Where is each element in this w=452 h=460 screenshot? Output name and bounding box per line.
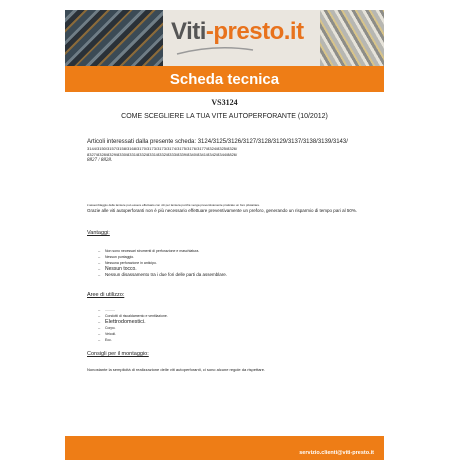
product-code: VS3124 (211, 98, 238, 107)
usage-list (98, 307, 168, 343)
advice-heading: Consigli per il montaggio: (87, 351, 149, 357)
list-item: – Condotti di riscaldamento e ventilazione. (98, 313, 168, 318)
list-item: – Nessun disassamento tra i due fori delle parti da assemblare. (98, 272, 228, 277)
small-note: L'assemblaggio delle lamiere può essere effettuato con viti per lamiera purché venga preventivamente praticato un foro pilotariare. (87, 203, 260, 207)
tools-photo (65, 10, 163, 66)
header-banner (65, 10, 384, 66)
list-item: – Veicoli. (98, 331, 117, 336)
footer-bar (65, 436, 384, 460)
usage-heading: Aree di utilizzo: (87, 292, 125, 298)
list-item: – Non sono necessari strumenti di perforazione e maschiatura. (98, 248, 200, 253)
contact-email[interactable]: servizio.clienti@viti-presto.it (299, 450, 374, 456)
articles-lead: Articoli interessati dalla presente scheda: 3124/3125/3126/3127/3128/3129/3137/3138/3139/3143/ (87, 139, 348, 145)
intro-paragraph: Grazie alle viti autoperforanti non è più necessario effettuare preventivamente un preforo, generando un risparmio di tempo pari al 50%. (87, 208, 358, 213)
list-item: – Nessuna perforazione in anticipo. (98, 260, 157, 265)
articles-line: 3144/3150/3157/3158/3168/3170/3173/3173/3174/3175/3176/3177/8324/8325/8326/ (87, 146, 238, 151)
advantages-heading: Vantaggi: (87, 230, 110, 236)
list-item: – Nessun tocco. (98, 266, 137, 272)
articles-list (87, 139, 367, 164)
document-subtitle: COME SCEGLIERE LA TUA VITE AUTOPERFORANTE (10/2012) (121, 113, 328, 120)
articles-line: 8327/8328/8329/8330/8331/8332/8331/8332/8333/8339/8340/8341/8342/8344/8826/ (87, 151, 238, 157)
list-item: – Elettrodomestici. (98, 319, 146, 325)
articles-line: 8827 / 8828. (87, 158, 113, 163)
page-title: Scheda tecnica (169, 70, 280, 88)
screws-photo (320, 10, 384, 66)
list-item: – Ecc. (98, 337, 112, 342)
brand-logo: Viti-presto.it (171, 18, 304, 45)
list-item: – .......... (98, 307, 115, 312)
datasheet-page (65, 10, 384, 460)
title-bar (65, 66, 384, 92)
logo-swoosh (175, 46, 255, 56)
closing-text: Nonostante la semplicità di realizzazione delle viti autoperforanti, ci sono alcune regole da rispettare. (87, 367, 266, 372)
advantages-list (98, 248, 227, 278)
list-item: – Corpo. (98, 325, 116, 330)
list-item: – Nessun puntaggio. (98, 254, 135, 259)
